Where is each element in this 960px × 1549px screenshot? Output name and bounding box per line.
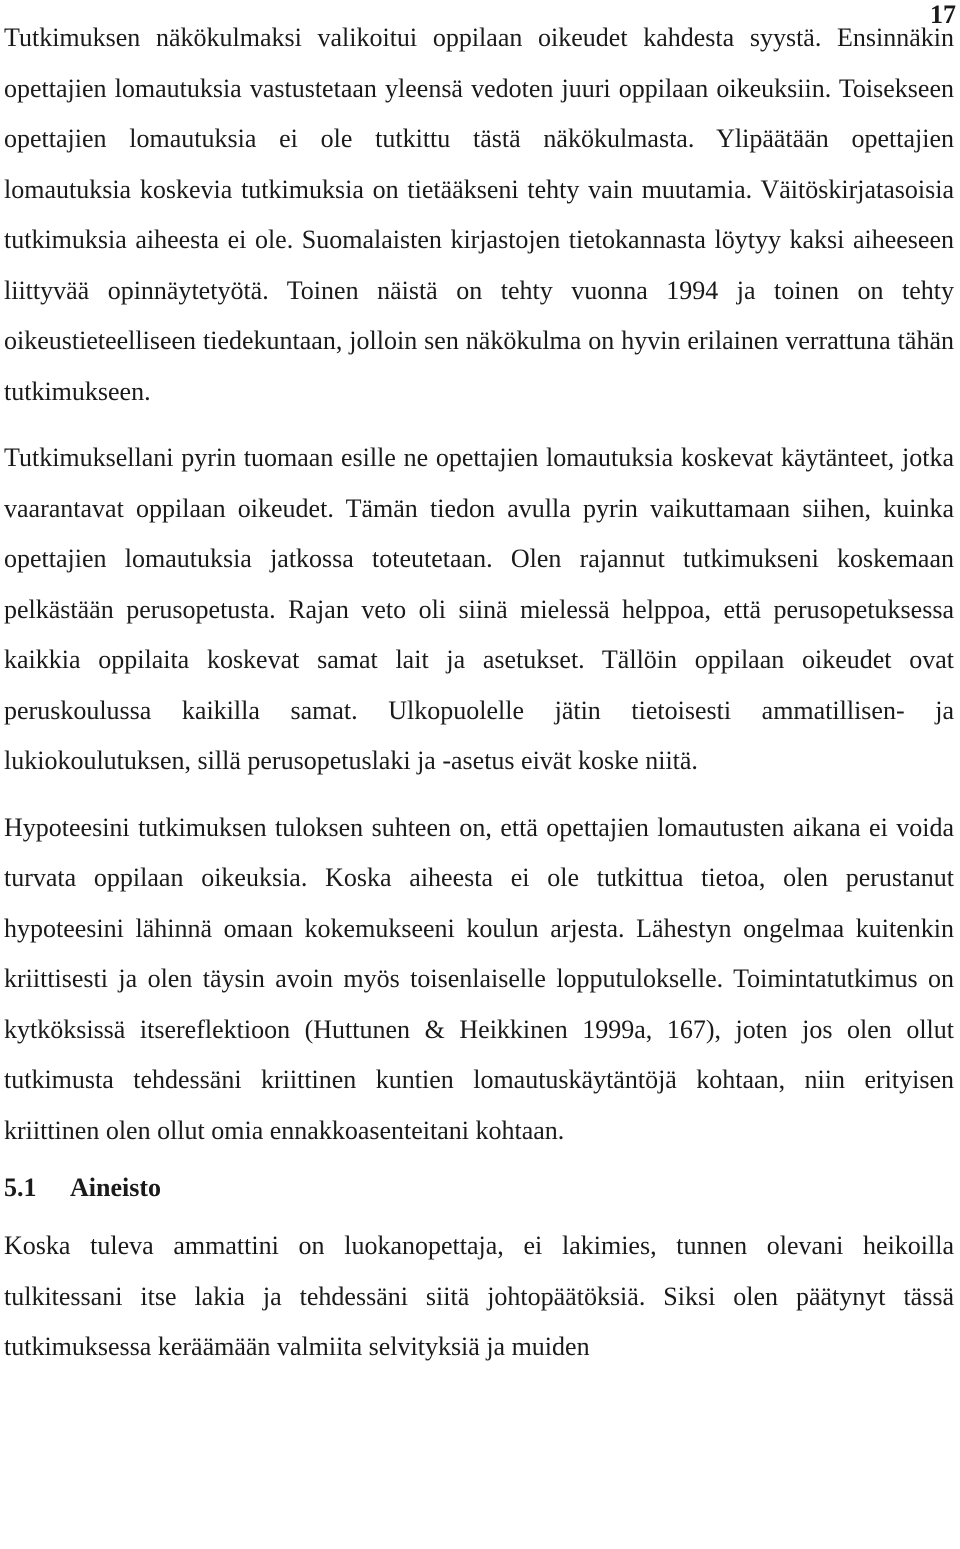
section-heading xyxy=(4,1173,954,1203)
paragraph-research-aim: Tutkimuksellani pyrin tuomaan esille ne opettajien lomautuksia koskevat käytänteet, jotka vaarantavat oppilaan oikeudet. Tämän tiedon avulla pyrin vaikuttamaan siihen, kuinka opettajien lomautuksia jatkossa toteutetaan. Olen rajannut tutkimukseni koskemaan pelkästään perusopetusta. Rajan veto oli siinä mielessä helppoa, että perusopetuksessa kaikkia oppilaita koskevat samat lait ja asetukset. Tällöin oppilaan oikeudet ovat peruskoulussa kaikilla samat. Ulkopuolelle jätin tietoisesti ammatillisen- ja lukiokoulutuksen, sillä perusopetuslaki ja -asetus eivät koske niitä. xyxy=(4,443,954,775)
section-number: 5.1 xyxy=(4,1173,37,1202)
section-title: Aineisto xyxy=(70,1173,161,1202)
paragraph-material: Koska tuleva ammattini on luokanopettaja, ei lakimies, tunnen olevani heikoilla tulkitessani itse lakia ja tehdessäni siitä johtopäätöksiä. Siksi olen päätynyt tässä tutkimuksessa keräämään valmiita selvityksiä ja muiden xyxy=(4,1231,954,1361)
paragraph-research-perspective: Tutkimuksen näkökulmaksi valikoitui oppilaan oikeudet kahdesta syystä. Ensinnäkin opettajien lomautuksia vastustetaan yleensä vedoten juuri oppilaan oikeuksiin. Toisekseen opettajien lomautuksia ei ole tutkittu tästä näkökulmasta. Ylipäätään opettajien lomautuksia koskevia tutkimuksia on tietääkseni tehty vain muutamia. Väitöskirjatasoisia tutkimuksia aiheesta ei ole. Suomalaisten kirjastojen tietokannasta löytyy kaksi aiheeseen liittyvää opinnäytetyötä. Toinen näistä on tehty vuonna 1994 ja toinen on tehty oikeustieteelliseen tiedekuntaan, jolloin sen näkökulma on hyvin erilainen verrattuna tähän tutkimukseen. xyxy=(4,23,954,406)
paragraph-hypothesis: Hypoteesini tutkimuksen tuloksen suhteen on, että opettajien lomautusten aikana ei voida turvata oppilaan oikeuksia. Koska aiheesta ei ole tutkittua tietoa, olen perustanut hypoteesini lähinnä omaan kokemukseeni koulun arjesta. Lähestyn ongelmaa kuitenkin kriittisesti ja olen täysin avoin myös toisenlaiselle lopputulokselle. Toimintatutkimus on kytköksissä itsereflektioon (Huttunen & Heikkinen 1999a, 167), joten jos olen ollut tutkimusta tehdessäni kriittinen kuntien lomautuskäytäntöjä kohtaan, niin erityisen kriittinen olen ollut omia ennakkoasenteitani kohtaan. xyxy=(4,812,954,1145)
page-number: 17 xyxy=(930,0,956,29)
